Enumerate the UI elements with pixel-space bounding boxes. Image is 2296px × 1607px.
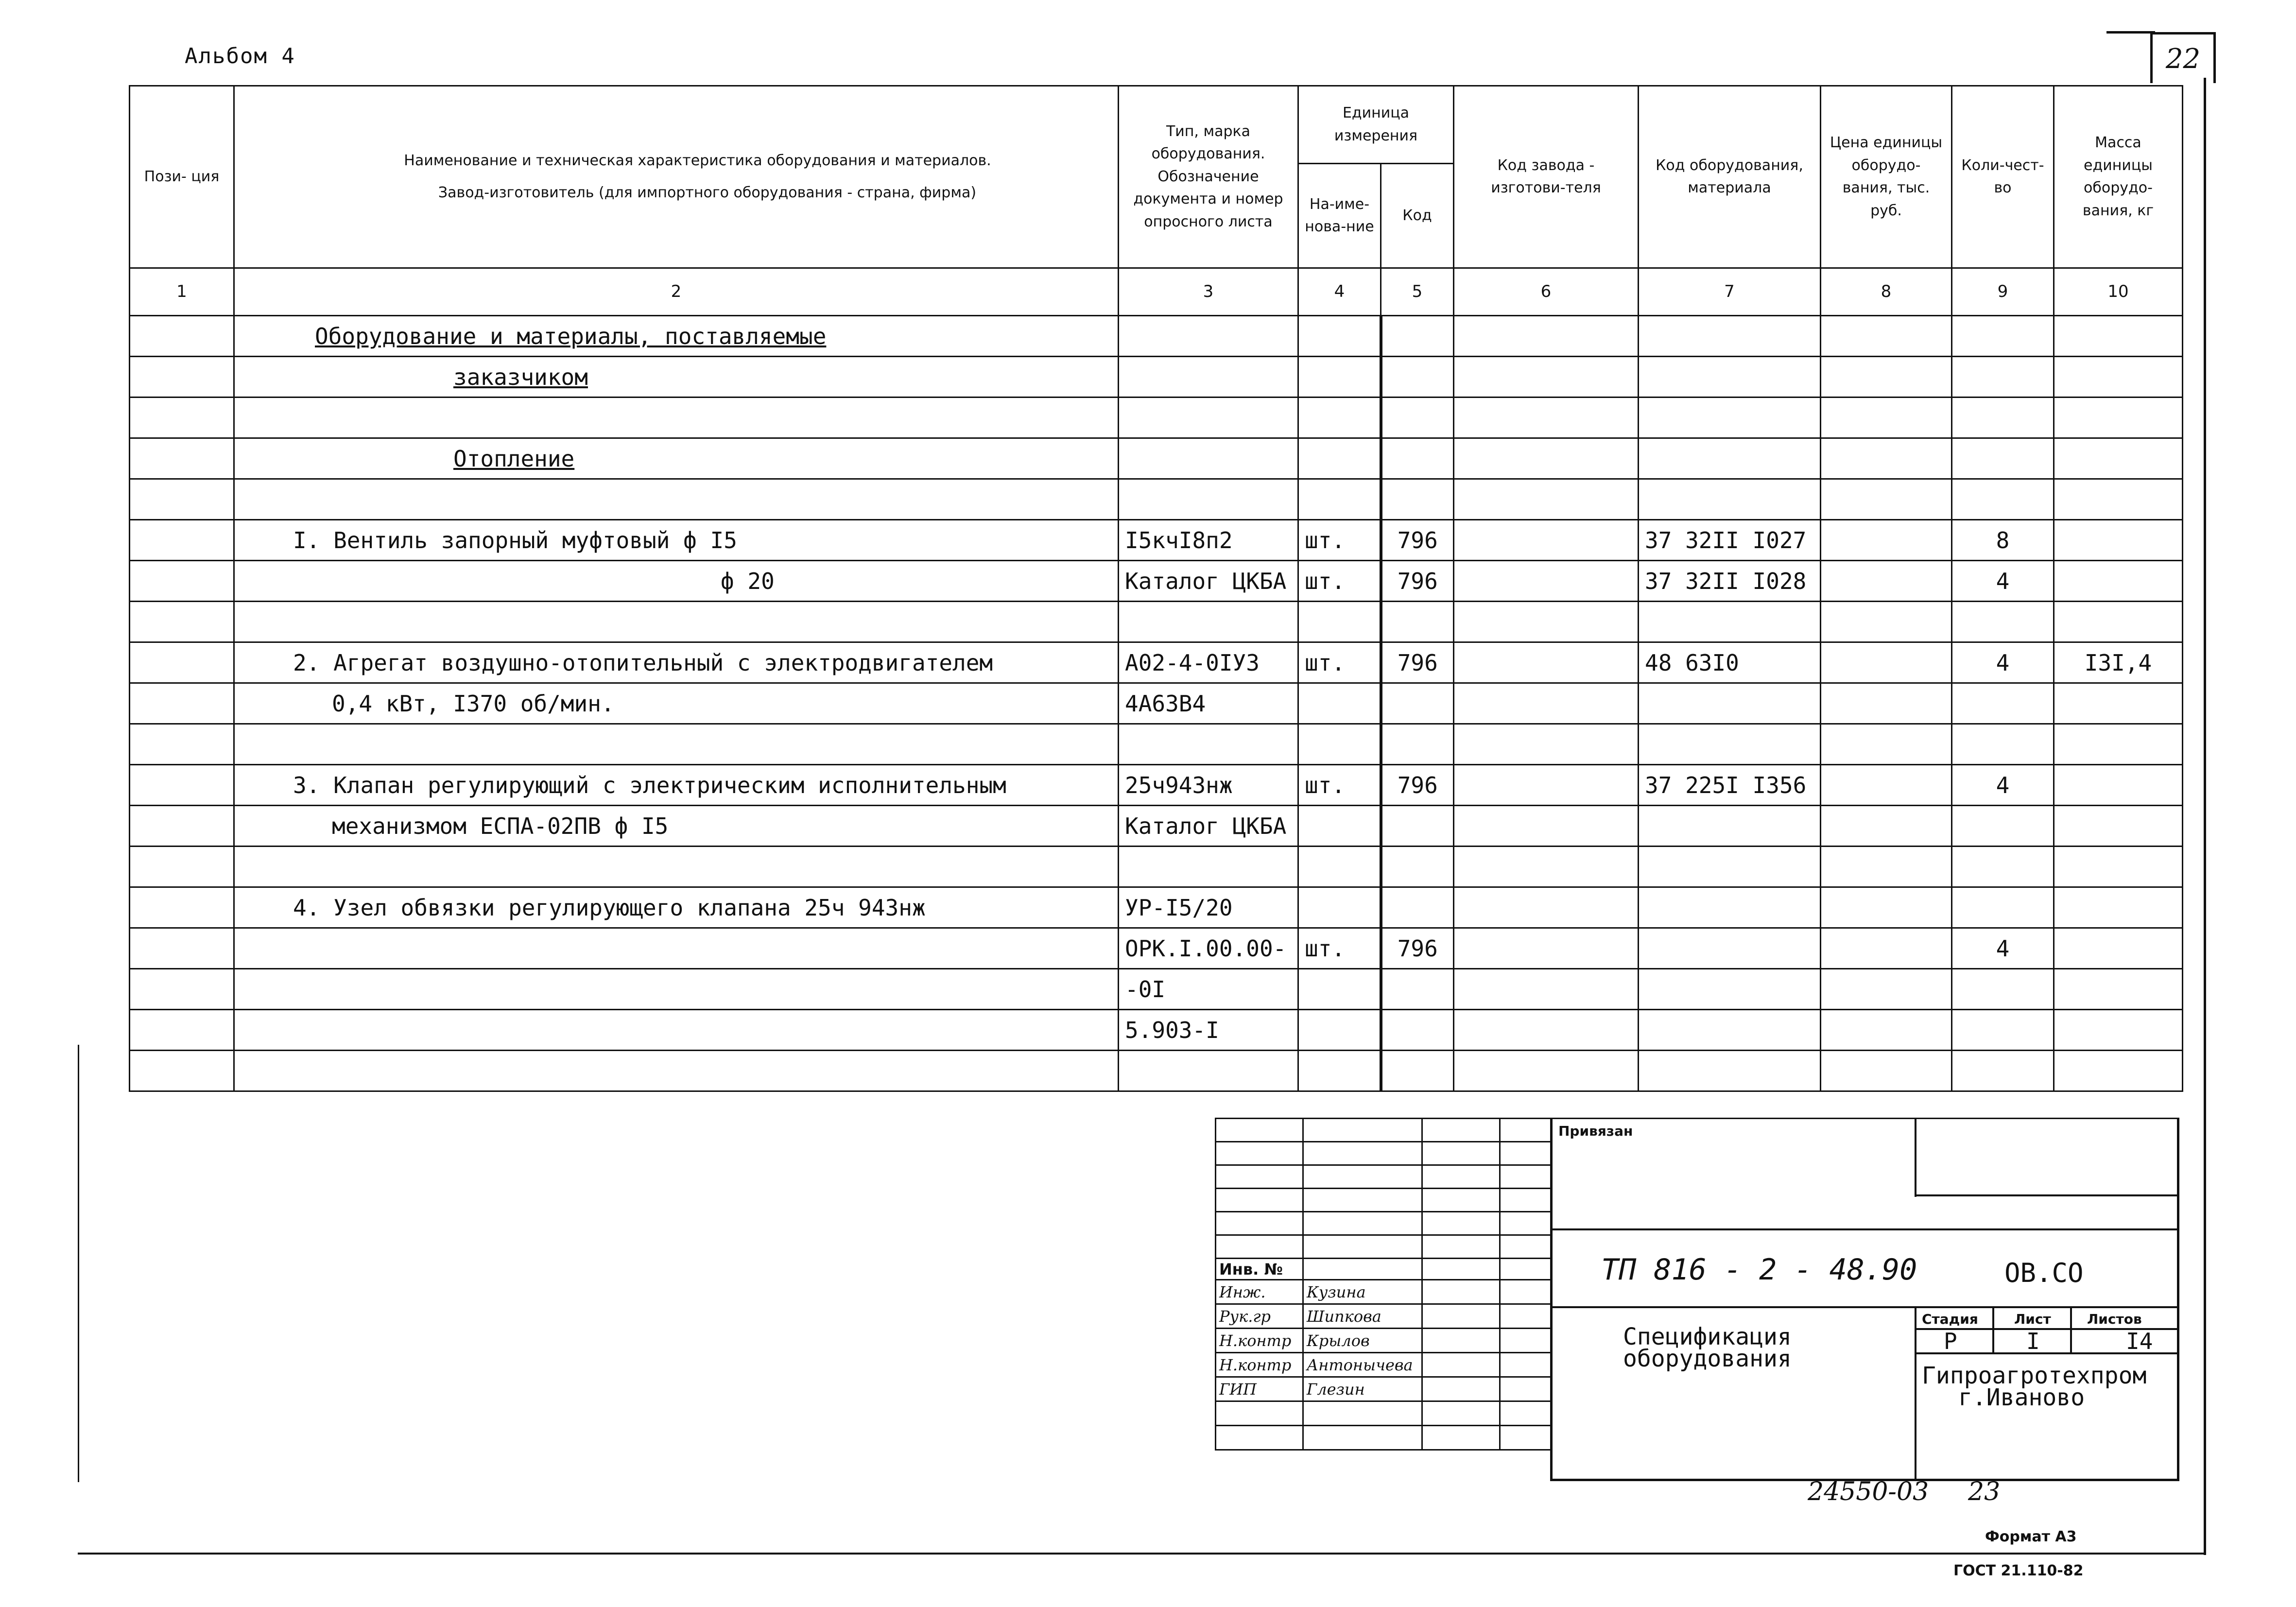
cell-unit bbox=[1298, 602, 1381, 642]
cell-pos bbox=[130, 724, 234, 765]
cell-qty bbox=[1952, 847, 2054, 887]
cell-unit-code bbox=[1381, 724, 1454, 765]
cell-type: ОРК.I.00.00- bbox=[1119, 928, 1298, 969]
table-row bbox=[130, 316, 2183, 357]
cell-type: -0I bbox=[1119, 969, 1298, 1010]
cell-mass bbox=[2054, 847, 2183, 887]
cell-price bbox=[1821, 724, 1952, 765]
cell-name: Оборудование и материалы, поставляемые bbox=[234, 316, 1119, 357]
format-label: Формат А3 bbox=[1985, 1528, 2077, 1545]
cell-name: заказчиком bbox=[234, 357, 1119, 397]
cell-code bbox=[1639, 928, 1821, 969]
cell-price bbox=[1821, 1051, 1952, 1091]
col-num-10: 10 bbox=[2054, 268, 2183, 316]
cell-unit-code bbox=[1381, 479, 1454, 520]
cell-unit-code bbox=[1381, 438, 1454, 479]
cell-unit-code bbox=[1381, 357, 1454, 397]
col-num-2: 2 bbox=[234, 268, 1119, 316]
cell-mass bbox=[2054, 969, 2183, 1010]
left-stub-rule bbox=[78, 1045, 79, 1482]
cell-pos bbox=[130, 887, 234, 928]
col-num-9: 9 bbox=[1952, 268, 2054, 316]
col-num-3: 3 bbox=[1119, 268, 1298, 316]
cell-unit bbox=[1298, 887, 1381, 928]
org-line1: Гипроагротехпром bbox=[1922, 1362, 2147, 1389]
cell-qty: 4 bbox=[1952, 642, 2054, 683]
cell-type: Каталог ЦКБА bbox=[1119, 806, 1298, 847]
cell-type: Каталог ЦКБА bbox=[1119, 561, 1298, 602]
cell-unit-code bbox=[1381, 887, 1454, 928]
cell-code bbox=[1639, 397, 1821, 438]
table-row bbox=[130, 683, 2183, 724]
cell-unit bbox=[1298, 438, 1381, 479]
cell-unit: шт. bbox=[1298, 520, 1381, 561]
cell-factory-code bbox=[1454, 602, 1639, 642]
cell-price bbox=[1821, 561, 1952, 602]
cell-qty bbox=[1952, 316, 2054, 357]
cell-factory-code bbox=[1454, 806, 1639, 847]
col-num-4: 4 bbox=[1298, 268, 1381, 316]
cell-unit-code bbox=[1381, 397, 1454, 438]
cell-unit bbox=[1298, 806, 1381, 847]
header-mass: Масса единицы оборудо-вания, кг bbox=[2054, 86, 2183, 268]
table-row bbox=[130, 602, 2183, 642]
cell-name: ф 20 bbox=[234, 561, 1119, 602]
top-rule bbox=[2106, 31, 2155, 34]
cell-mass bbox=[2054, 520, 2183, 561]
cell-qty bbox=[1952, 724, 2054, 765]
cell-qty bbox=[1952, 397, 2054, 438]
cell-qty bbox=[1952, 357, 2054, 397]
cell-unit-code: 796 bbox=[1381, 642, 1454, 683]
cell-pos bbox=[130, 520, 234, 561]
cell-price bbox=[1821, 602, 1952, 642]
cell-factory-code bbox=[1454, 847, 1639, 887]
cell-code bbox=[1639, 806, 1821, 847]
cell-type bbox=[1119, 479, 1298, 520]
cell-qty bbox=[1952, 1051, 2054, 1091]
cell-price bbox=[1821, 928, 1952, 969]
header-position: Пози- ция bbox=[130, 86, 234, 268]
header-name bbox=[234, 86, 1119, 268]
staff-name: Глезин bbox=[1303, 1377, 1422, 1401]
cell-code bbox=[1639, 602, 1821, 642]
cell-type bbox=[1119, 397, 1298, 438]
stage-label: Стадия bbox=[1922, 1311, 1978, 1327]
cell-name bbox=[234, 602, 1119, 642]
cell-unit: шт. bbox=[1298, 765, 1381, 806]
cell-name bbox=[234, 1010, 1119, 1051]
cell-mass bbox=[2054, 724, 2183, 765]
sheet-value: I bbox=[2026, 1328, 2040, 1354]
cell-qty: 4 bbox=[1952, 928, 2054, 969]
cell-mass: I3I,4 bbox=[2054, 642, 2183, 683]
inventory-label: Инв. № bbox=[1216, 1259, 1303, 1280]
cell-qty bbox=[1952, 683, 2054, 724]
cell-factory-code bbox=[1454, 683, 1639, 724]
cell-type bbox=[1119, 847, 1298, 887]
cell-pos bbox=[130, 969, 234, 1010]
cell-mass bbox=[2054, 479, 2183, 520]
cell-price bbox=[1821, 357, 1952, 397]
table-row bbox=[130, 561, 2183, 602]
cell-unit bbox=[1298, 683, 1381, 724]
cell-code bbox=[1639, 969, 1821, 1010]
header-name-line2: Завод-изготовитель (для импортного оборудования - страна, фирма) bbox=[438, 184, 977, 201]
cell-pos bbox=[130, 1051, 234, 1091]
staff-role: Н.контр bbox=[1216, 1329, 1303, 1353]
cell-type bbox=[1119, 1051, 1298, 1091]
table-row bbox=[130, 969, 2183, 1010]
cell-pos bbox=[130, 602, 234, 642]
cell-pos bbox=[130, 765, 234, 806]
cell-pos bbox=[130, 438, 234, 479]
cell-price bbox=[1821, 438, 1952, 479]
sheets-label: Листов bbox=[2087, 1311, 2142, 1327]
cell-name bbox=[234, 1051, 1119, 1091]
table-row bbox=[130, 520, 2183, 561]
cell-name bbox=[234, 928, 1119, 969]
cell-factory-code bbox=[1454, 397, 1639, 438]
table-row bbox=[130, 806, 2183, 847]
cell-code bbox=[1639, 357, 1821, 397]
header-equipment-code: Код оборудования, материала bbox=[1639, 86, 1821, 268]
cell-type bbox=[1119, 724, 1298, 765]
cell-pos bbox=[130, 683, 234, 724]
cell-factory-code bbox=[1454, 969, 1639, 1010]
cell-unit: шт. bbox=[1298, 561, 1381, 602]
col-num-5: 5 bbox=[1381, 268, 1454, 316]
cell-mass bbox=[2054, 438, 2183, 479]
staff-role: Н.контр bbox=[1216, 1353, 1303, 1377]
cell-name bbox=[234, 847, 1119, 887]
cell-qty bbox=[1952, 969, 2054, 1010]
specification-table bbox=[129, 85, 2183, 1092]
frame-right-rule bbox=[2204, 78, 2206, 1555]
cell-name bbox=[234, 397, 1119, 438]
cell-unit: шт. bbox=[1298, 928, 1381, 969]
cell-code: 37 32II I028 bbox=[1639, 561, 1821, 602]
cell-price bbox=[1821, 479, 1952, 520]
signature-grid bbox=[1215, 1118, 1552, 1451]
cell-type bbox=[1119, 357, 1298, 397]
album-label: Альбом 4 bbox=[185, 44, 295, 69]
cell-mass bbox=[2054, 887, 2183, 928]
header-type: Тип, марка оборудования. Обозначение документа и номер опросного листа bbox=[1119, 86, 1298, 268]
cell-unit bbox=[1298, 1010, 1381, 1051]
cell-code bbox=[1639, 683, 1821, 724]
cell-unit-code bbox=[1381, 683, 1454, 724]
cell-pos bbox=[130, 928, 234, 969]
table-row bbox=[130, 887, 2183, 928]
cell-unit-code bbox=[1381, 806, 1454, 847]
cell-factory-code bbox=[1454, 724, 1639, 765]
cell-unit-code bbox=[1381, 969, 1454, 1010]
cell-type: 5.903-I bbox=[1119, 1010, 1298, 1051]
cell-code bbox=[1639, 1010, 1821, 1051]
cell-unit-code bbox=[1381, 316, 1454, 357]
bottom-rule bbox=[78, 1553, 2204, 1555]
header-price: Цена единицы оборудо-вания, тыс. руб. bbox=[1821, 86, 1952, 268]
cell-pos bbox=[130, 642, 234, 683]
doc-title-line2: оборудования bbox=[1623, 1345, 1792, 1372]
archive-number: 24550-03 bbox=[1808, 1477, 1929, 1506]
cell-factory-code bbox=[1454, 1010, 1639, 1051]
cell-name: Отопление bbox=[234, 438, 1119, 479]
sheets-value: I4 bbox=[2126, 1328, 2153, 1354]
cell-unit-code bbox=[1381, 1051, 1454, 1091]
table-row bbox=[130, 438, 2183, 479]
cell-pos bbox=[130, 847, 234, 887]
cell-unit bbox=[1298, 357, 1381, 397]
cell-price bbox=[1821, 806, 1952, 847]
cell-mass bbox=[2054, 806, 2183, 847]
staff-name: Шипкова bbox=[1303, 1304, 1422, 1329]
table-row bbox=[130, 642, 2183, 683]
cell-unit-code bbox=[1381, 1010, 1454, 1051]
cell-factory-code bbox=[1454, 479, 1639, 520]
cell-unit bbox=[1298, 397, 1381, 438]
cell-type bbox=[1119, 316, 1298, 357]
cell-price bbox=[1821, 969, 1952, 1010]
staff-name: Крылов bbox=[1303, 1329, 1422, 1353]
cell-qty: 8 bbox=[1952, 520, 2054, 561]
table-row bbox=[130, 765, 2183, 806]
header-unit-name: На-име-нова-ние bbox=[1298, 164, 1381, 268]
cell-price bbox=[1821, 1010, 1952, 1051]
cell-factory-code bbox=[1454, 765, 1639, 806]
col-num-6: 6 bbox=[1454, 268, 1639, 316]
cell-mass bbox=[2054, 397, 2183, 438]
cell-name: 2. Агрегат воздушно-отопительный с электродвигателем bbox=[234, 642, 1119, 683]
staff-role: ГИП bbox=[1216, 1377, 1303, 1401]
table-row bbox=[130, 357, 2183, 397]
cell-mass bbox=[2054, 1010, 2183, 1051]
cell-code bbox=[1639, 887, 1821, 928]
cell-type: I5кчI8п2 bbox=[1119, 520, 1298, 561]
stage-value: Р bbox=[1944, 1328, 1957, 1354]
cell-factory-code bbox=[1454, 1051, 1639, 1091]
cell-name bbox=[234, 479, 1119, 520]
cell-mass bbox=[2054, 357, 2183, 397]
privyazan-label: Привязан bbox=[1558, 1123, 1633, 1139]
table-row bbox=[130, 928, 2183, 969]
doc-title-line1: Спецификация bbox=[1623, 1323, 1792, 1350]
cell-code bbox=[1639, 1051, 1821, 1091]
cell-name: механизмом ЕСПА-02ПВ ф I5 bbox=[234, 806, 1119, 847]
cell-mass bbox=[2054, 683, 2183, 724]
cell-code: 48 63I0 bbox=[1639, 642, 1821, 683]
cell-name: 3. Клапан регулирующий с электрическим исполнительным bbox=[234, 765, 1119, 806]
cell-name bbox=[234, 969, 1119, 1010]
cell-code bbox=[1639, 438, 1821, 479]
cell-unit-code bbox=[1381, 602, 1454, 642]
table-row bbox=[130, 397, 2183, 438]
cell-unit-code: 796 bbox=[1381, 765, 1454, 806]
cell-mass bbox=[2054, 316, 2183, 357]
archive-page: 23 bbox=[1968, 1477, 2001, 1506]
cell-type: 4А63В4 bbox=[1119, 683, 1298, 724]
cell-code bbox=[1639, 724, 1821, 765]
cell-mass bbox=[2054, 561, 2183, 602]
header-quantity: Коли-чест-во bbox=[1952, 86, 2054, 268]
gost-label: ГОСТ 21.110-82 bbox=[1953, 1562, 2084, 1579]
cell-qty: 4 bbox=[1952, 561, 2054, 602]
cell-qty bbox=[1952, 1010, 2054, 1051]
cell-code bbox=[1639, 847, 1821, 887]
cell-price bbox=[1821, 520, 1952, 561]
staff-name: Кузина bbox=[1303, 1280, 1422, 1304]
cell-type: А02-4-0IУ3 bbox=[1119, 642, 1298, 683]
cell-price bbox=[1821, 765, 1952, 806]
col-num-7: 7 bbox=[1639, 268, 1821, 316]
cell-price bbox=[1821, 642, 1952, 683]
header-factory-code: Код завода - изготови-теля bbox=[1454, 86, 1639, 268]
cell-unit bbox=[1298, 316, 1381, 357]
cell-mass bbox=[2054, 765, 2183, 806]
cell-unit: шт. bbox=[1298, 642, 1381, 683]
cell-unit bbox=[1298, 847, 1381, 887]
staff-name: Антонычева bbox=[1303, 1353, 1422, 1377]
header-name-line1: Наименование и техническая характеристика оборудования и материалов. bbox=[404, 152, 991, 169]
cell-unit bbox=[1298, 479, 1381, 520]
cell-factory-code bbox=[1454, 642, 1639, 683]
header-unit-code: Код bbox=[1381, 164, 1454, 268]
table-row bbox=[130, 847, 2183, 887]
cell-factory-code bbox=[1454, 561, 1639, 602]
org-line2: г.Иваново bbox=[1958, 1384, 2085, 1411]
cell-mass bbox=[2054, 602, 2183, 642]
cell-qty bbox=[1952, 438, 2054, 479]
cell-price bbox=[1821, 683, 1952, 724]
cell-qty bbox=[1952, 479, 2054, 520]
cell-qty bbox=[1952, 887, 2054, 928]
cell-factory-code bbox=[1454, 887, 1639, 928]
cell-name bbox=[234, 724, 1119, 765]
cell-name: 0,4 кВт, I370 об/мин. bbox=[234, 683, 1119, 724]
cell-pos bbox=[130, 806, 234, 847]
sheet-code: ОВ.СО bbox=[2004, 1258, 2084, 1288]
cell-type: УР-I5/20 bbox=[1119, 887, 1298, 928]
cell-factory-code bbox=[1454, 357, 1639, 397]
cell-factory-code bbox=[1454, 438, 1639, 479]
cell-price bbox=[1821, 887, 1952, 928]
cell-pos bbox=[130, 1010, 234, 1051]
col-num-8: 8 bbox=[1821, 268, 1952, 316]
cell-qty: 4 bbox=[1952, 765, 2054, 806]
cell-code: 37 225I I356 bbox=[1639, 765, 1821, 806]
cell-qty bbox=[1952, 602, 2054, 642]
sheet-label: Лист bbox=[2014, 1311, 2051, 1327]
cell-code bbox=[1639, 479, 1821, 520]
cell-unit-code: 796 bbox=[1381, 561, 1454, 602]
cell-unit bbox=[1298, 724, 1381, 765]
cell-pos bbox=[130, 479, 234, 520]
cell-pos bbox=[130, 561, 234, 602]
cell-factory-code bbox=[1454, 928, 1639, 969]
staff-role: Инж. bbox=[1216, 1280, 1303, 1304]
cell-name: 4. Узел обвязки регулирующего клапана 25ч 943нж bbox=[234, 887, 1119, 928]
cell-unit bbox=[1298, 1051, 1381, 1091]
cell-unit-code: 796 bbox=[1381, 520, 1454, 561]
table-row bbox=[130, 1010, 2183, 1051]
cell-code: 37 32II I027 bbox=[1639, 520, 1821, 561]
page-number: 22 bbox=[2150, 32, 2216, 83]
cell-pos bbox=[130, 316, 234, 357]
cell-factory-code bbox=[1454, 316, 1639, 357]
cell-price bbox=[1821, 847, 1952, 887]
cell-mass bbox=[2054, 928, 2183, 969]
cell-unit-code: 796 bbox=[1381, 928, 1454, 969]
col-num-1: 1 bbox=[130, 268, 234, 316]
cell-unit-code bbox=[1381, 847, 1454, 887]
cell-pos bbox=[130, 357, 234, 397]
cell-type: 25ч943нж bbox=[1119, 765, 1298, 806]
cell-qty bbox=[1952, 806, 2054, 847]
cell-mass bbox=[2054, 1051, 2183, 1091]
cell-price bbox=[1821, 316, 1952, 357]
cell-name: I. Вентиль запорный муфтовый ф I5 bbox=[234, 520, 1119, 561]
cell-factory-code bbox=[1454, 520, 1639, 561]
table-row bbox=[130, 1051, 2183, 1091]
staff-role: Рук.гр bbox=[1216, 1304, 1303, 1329]
cell-code bbox=[1639, 316, 1821, 357]
doc-code: ТП 816 - 2 - 48.90 bbox=[1601, 1253, 1917, 1287]
cell-price bbox=[1821, 397, 1952, 438]
cell-unit bbox=[1298, 969, 1381, 1010]
cell-pos bbox=[130, 397, 234, 438]
title-block bbox=[1550, 1118, 2179, 1481]
table-row bbox=[130, 479, 2183, 520]
table-row bbox=[130, 724, 2183, 765]
header-unit: Единица измерения bbox=[1298, 86, 1454, 164]
cell-type bbox=[1119, 602, 1298, 642]
cell-type bbox=[1119, 438, 1298, 479]
